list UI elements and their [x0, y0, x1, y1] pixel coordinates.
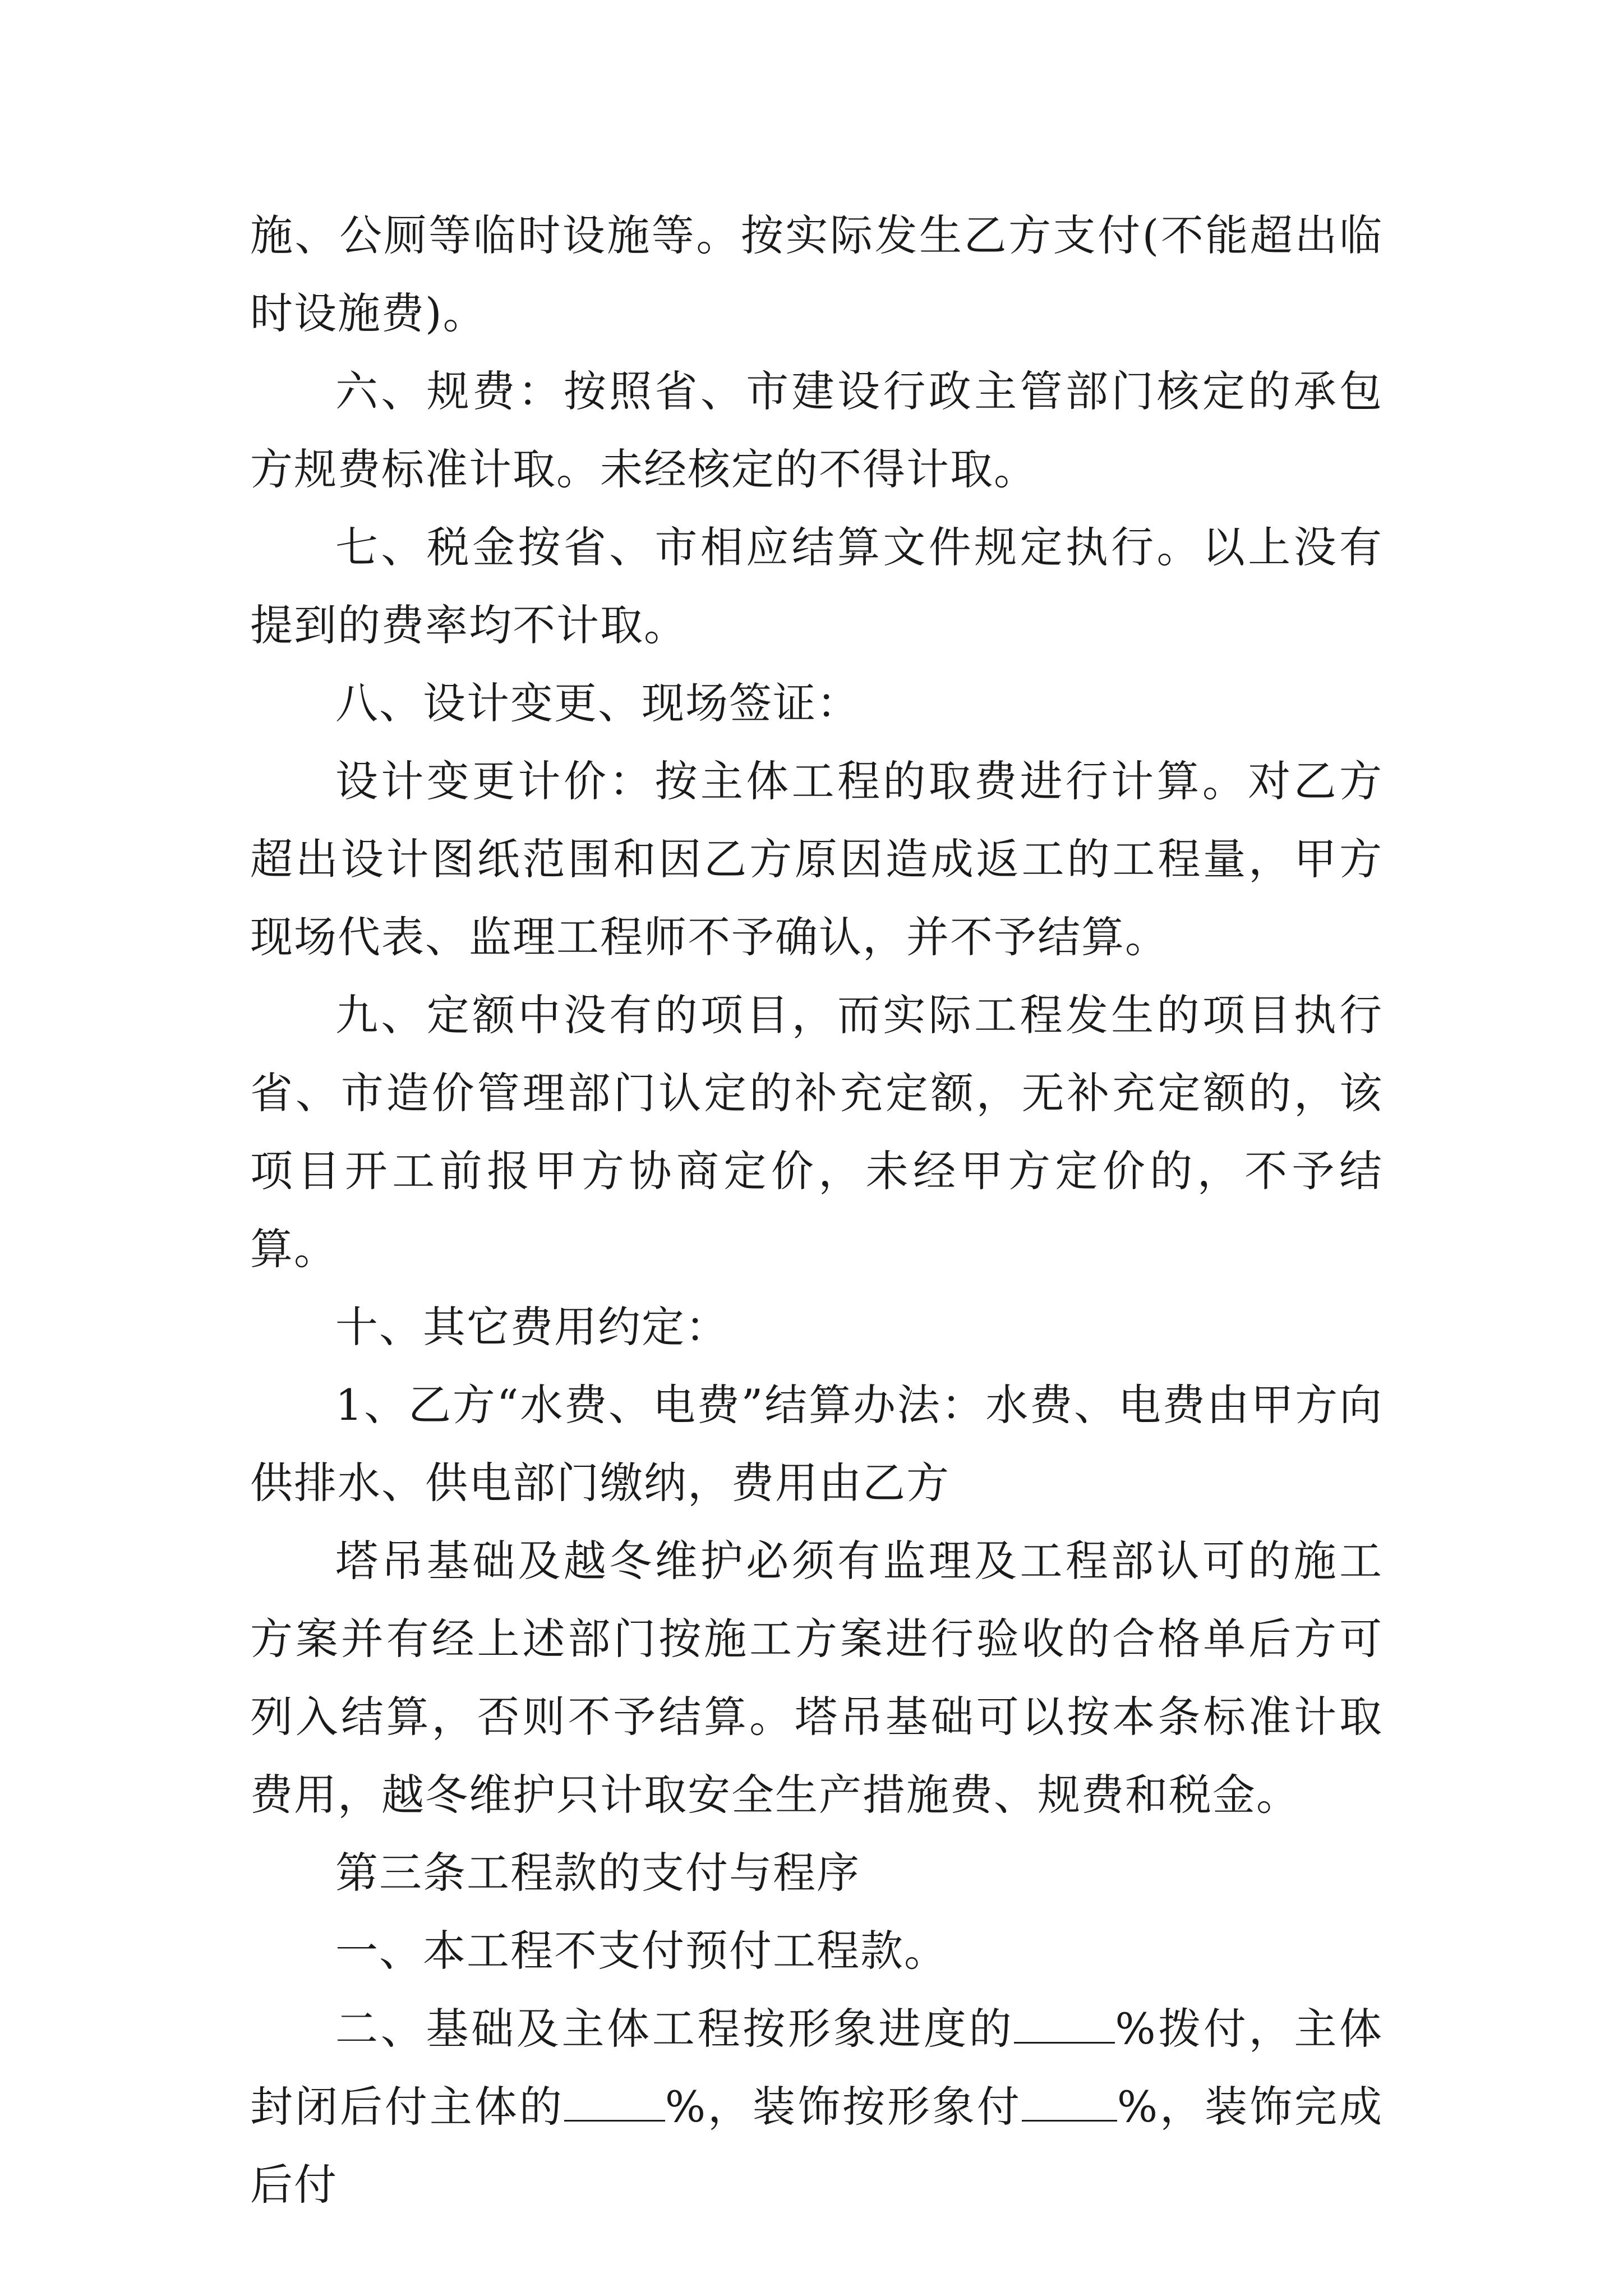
payment-two-text-2: %拨付，主体封闭后付主体的 [250, 2004, 1384, 2132]
paragraph-section-eight: 八、设计变更、现场签证： [335, 678, 860, 728]
paragraph-section-nine: 九、定额中没有的项目，而实际工程发生的项目执行省、市造价管理部门认定的补充定额，无补充定额的，该项目开工前报甲方协商定价，未经甲方定价的，不予结算。 [250, 990, 1383, 1274]
blank-line-3 [1022, 2083, 1117, 2122]
payment-two-text-4: %，装饰完成后付 [250, 2082, 1384, 2210]
paragraph-section-ten: 十、其它费用约定： [335, 1302, 729, 1352]
document-body [250, 196, 1383, 2224]
paragraph-article-three-heading: 第三条工程款的支付与程序 [335, 1848, 860, 1898]
paragraph-payment-one: 一、本工程不支付预付工程款。 [335, 1926, 948, 1976]
paragraph-design-change: 设计变更计价：按主体工程的取费进行计算。对乙方超出设计图纸范围和因乙方原因造成返工的工程量，甲方现场代表、监理工程师不予确认，并不予结算。 [250, 756, 1383, 962]
payment-two-text-1: 二、基础及主体工程按形象进度的 [335, 2004, 1015, 2054]
blank-line-2 [564, 2083, 665, 2122]
paragraph-tower-crane: 塔吊基础及越冬维护必须有监理及工程部认可的施工方案并有经上述部门按施工方案进行验收的合格单后方可列入结算，否则不予结算。塔吊基础可以按本条标准计取费用，越冬维护只计取安全生产措施费、规费和税金。 [250, 1536, 1383, 1820]
paragraph-section-seven: 七、税金按省、市相应结算文件规定执行。以上没有提到的费率均不计取。 [250, 522, 1383, 650]
blank-line-1 [1014, 2005, 1115, 2044]
paragraph-continuation: 施、公厕等临时设施等。按实际发生乙方支付(不能超出临时设施费)。 [250, 210, 1383, 338]
payment-two-text-3: %，装饰按形象付 [665, 2082, 1022, 2132]
paragraph-payment-two [250, 1990, 1383, 2224]
paragraph-section-six: 六、规费：按照省、市建设行政主管部门核定的承包方规费标准计取。未经核定的不得计取。 [250, 366, 1383, 494]
paragraph-water-electric: 1、乙方“水费、电费”结算办法：水费、电费由甲方向供排水、供电部门缴纳，费用由乙方 [250, 1380, 1383, 1508]
